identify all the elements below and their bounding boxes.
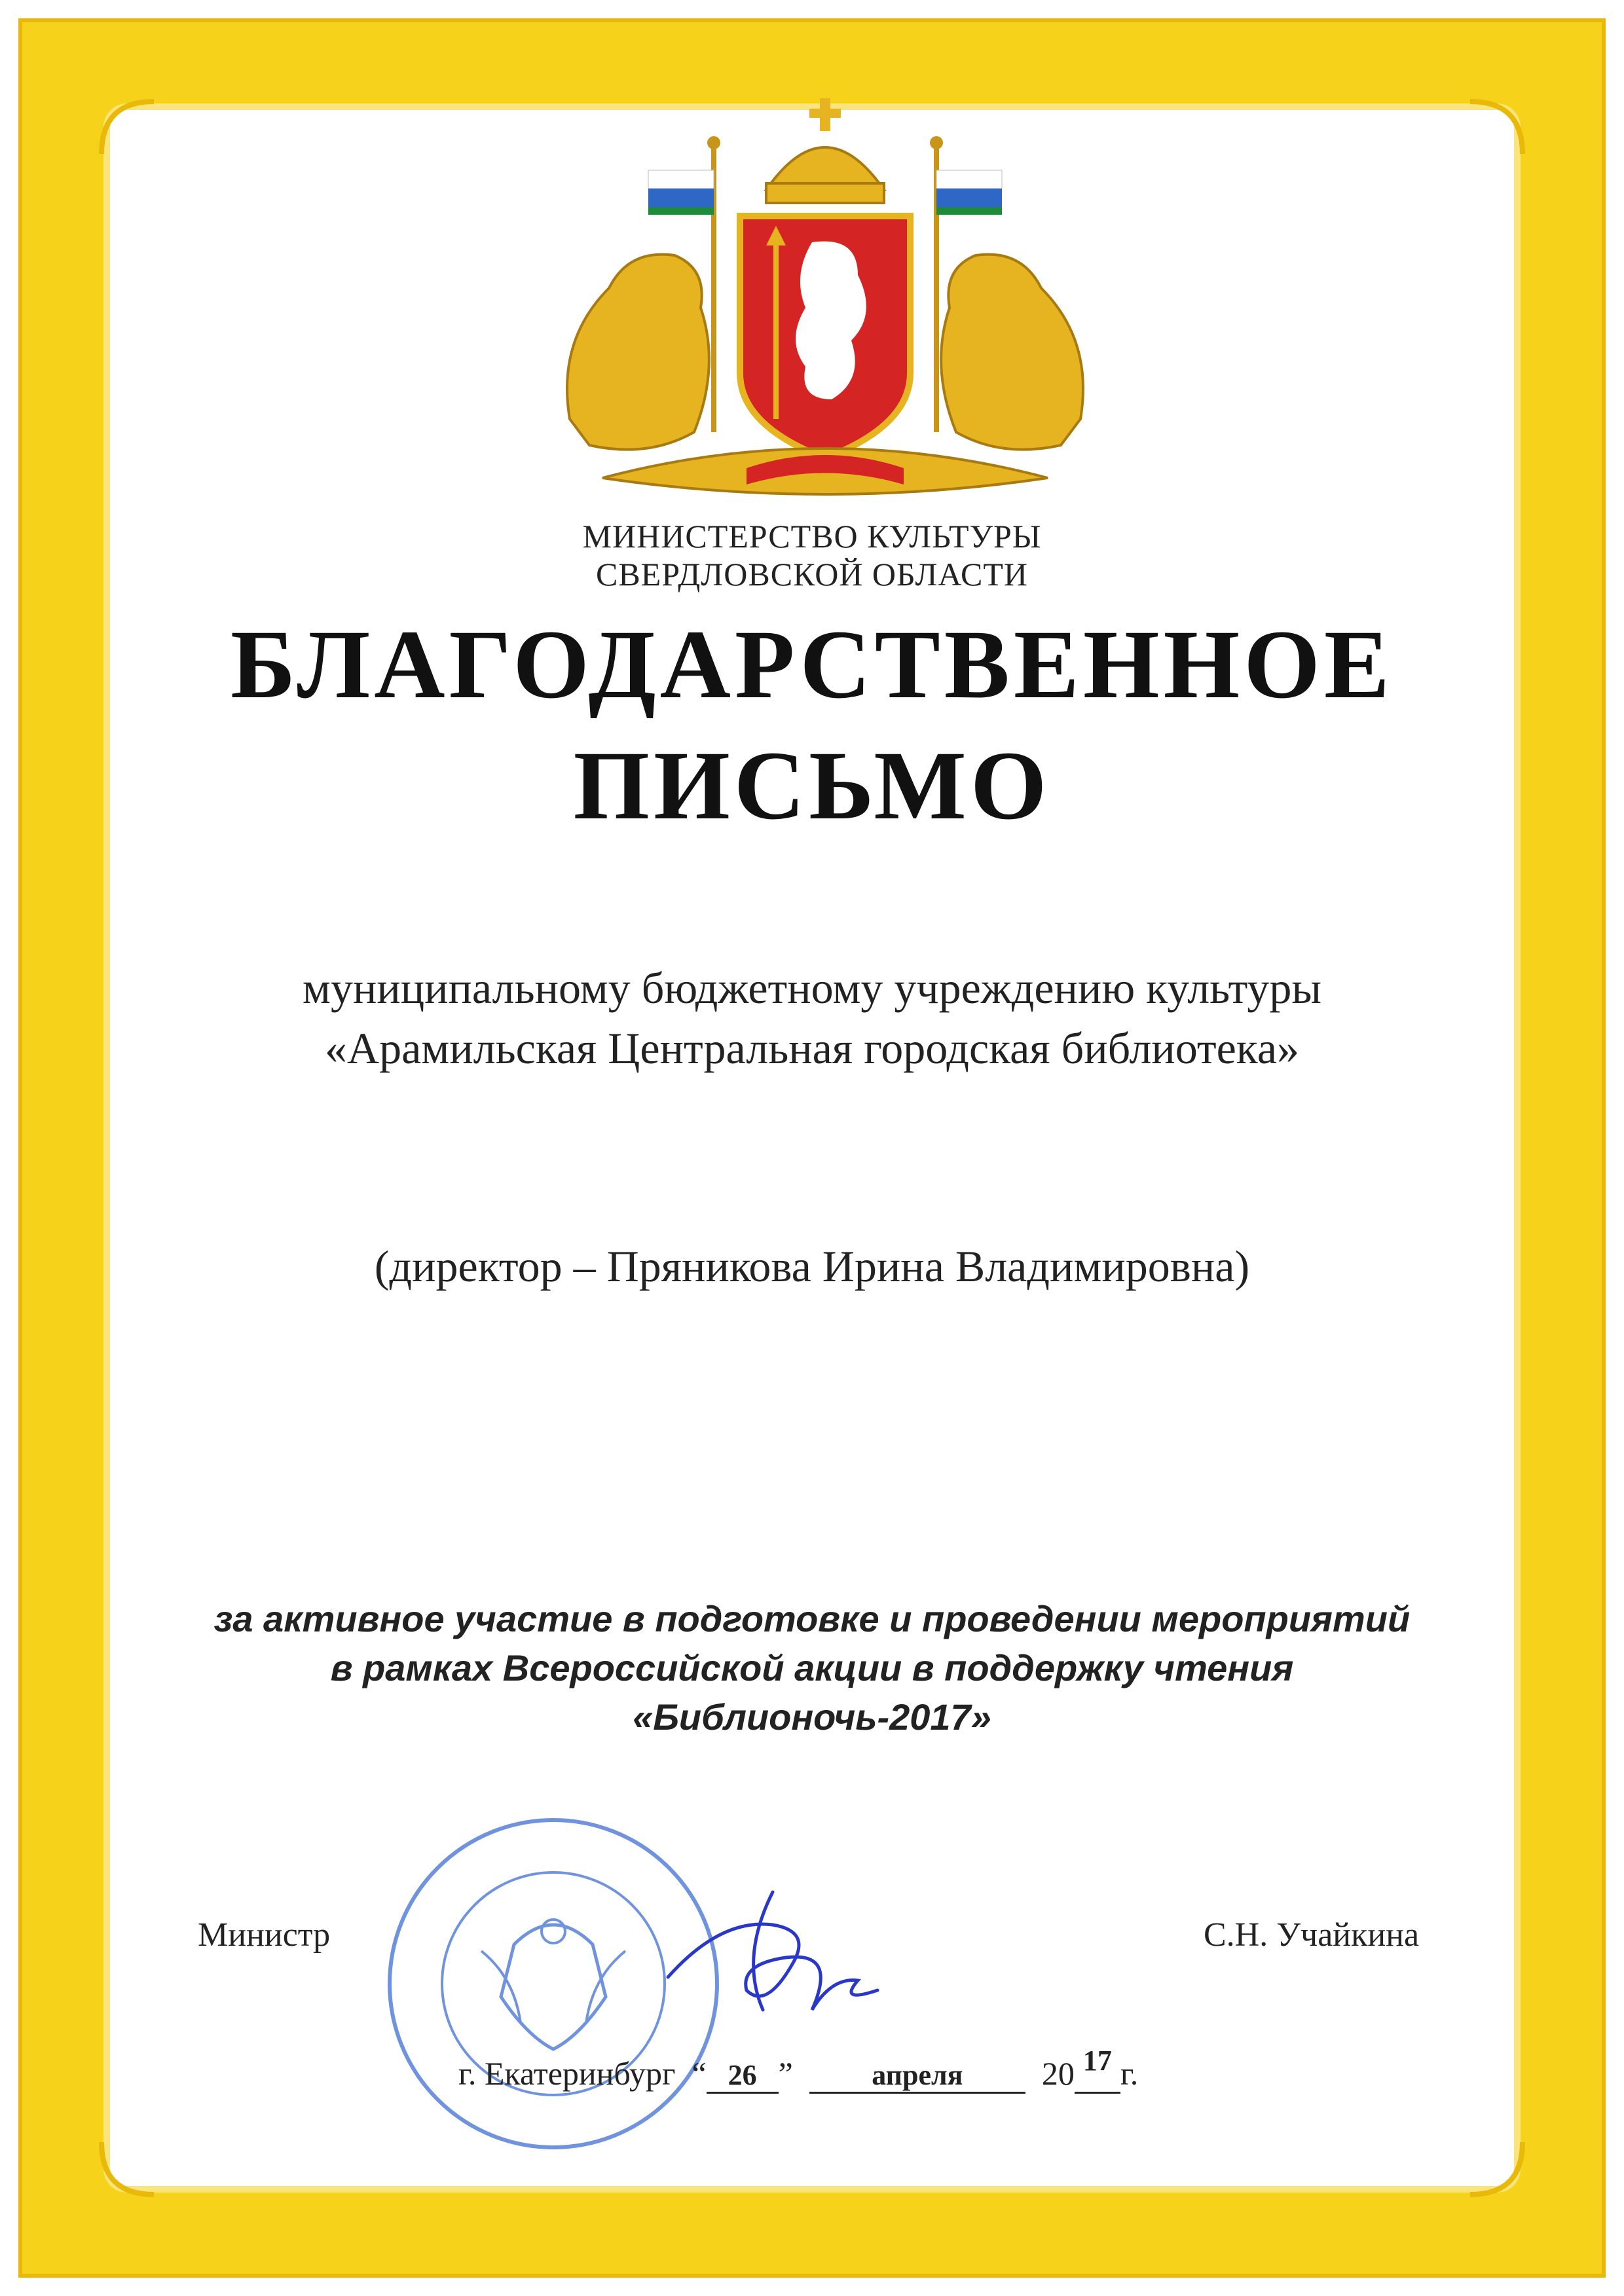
date-year-suffix: 17 xyxy=(1075,2058,1120,2094)
date-city: г. Екатеринбург xyxy=(458,2055,676,2092)
signatory-name: С.Н. Учайкина xyxy=(1204,1916,1420,1954)
date-month: апреля xyxy=(809,2058,1025,2094)
recipient-director: (директор – Пряникова Ирина Владимировна) xyxy=(374,1241,1250,1291)
date-day: 26 xyxy=(707,2058,779,2094)
handwritten-signature-icon xyxy=(642,1879,917,2030)
ministry-name-line1: МИНИСТЕРСТВО КУЛЬТУРЫ xyxy=(582,518,1042,555)
reason-line3: «Библионочь-2017» xyxy=(633,1696,991,1738)
corner-ornament-bottom-right xyxy=(1467,2139,1526,2198)
recipient-line2: «Арамильская Центральная городская библиотека» xyxy=(325,1023,1299,1073)
corner-ornament-top-right xyxy=(1467,98,1526,157)
corner-ornament-top-left xyxy=(98,98,157,157)
signatory-position: Министр xyxy=(198,1916,331,1954)
date-year-mark: г. xyxy=(1120,2055,1139,2092)
sverdlovsk-coat-of-arms-icon xyxy=(550,92,1100,511)
reason-line2: в рамках Всероссийской акции в поддержку чтения xyxy=(330,1647,1294,1688)
document-title-line1: БЛАГОДАРСТВЕННОЕ xyxy=(231,610,1393,719)
document-title-line2: ПИСЬМО xyxy=(573,731,1051,840)
ministry-name-line2: СВЕРДЛОВСКОЙ ОБЛАСТИ xyxy=(595,556,1029,592)
corner-ornament-bottom-left xyxy=(98,2139,157,2198)
recipient-line1: муниципальному бюджетному учреждению культуры xyxy=(302,963,1322,1013)
reason-line1: за активное участие в подготовке и проведении мероприятий xyxy=(213,1598,1411,1639)
date-line: г. Екатеринбург “ 26 ” апреля 20 17 г. xyxy=(458,2054,1138,2094)
date-year-prefix: 20 xyxy=(1041,2055,1075,2092)
